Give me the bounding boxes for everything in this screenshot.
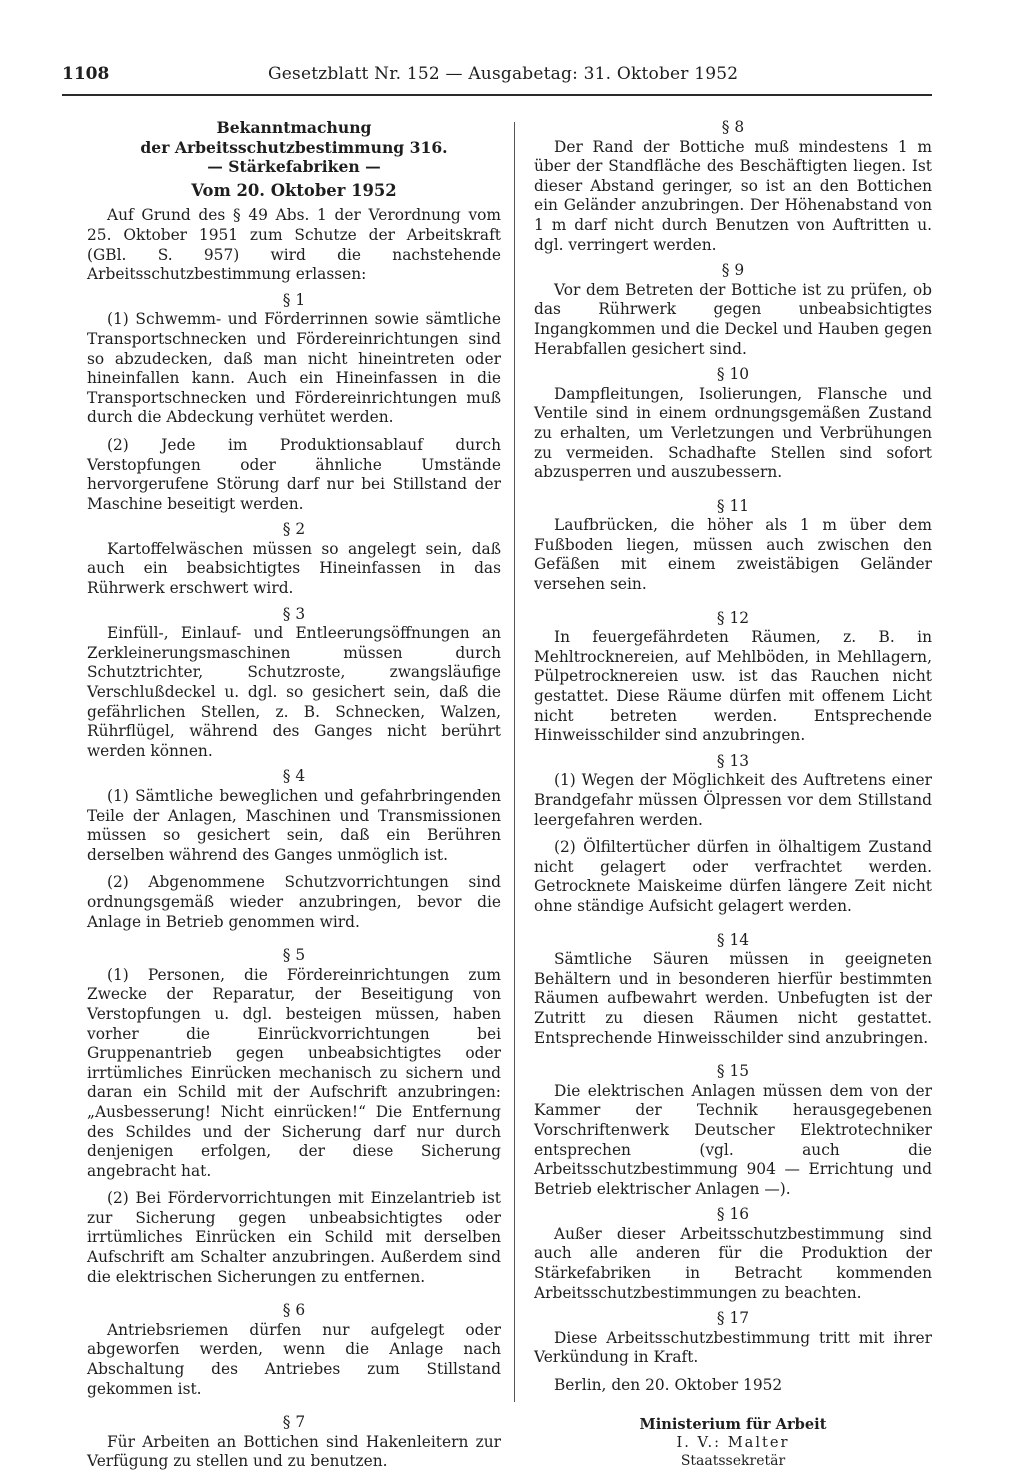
running-head: Gesetzblatt Nr. 152 — Ausgabetag: 31. Oktober 1952	[268, 64, 739, 84]
document-title-line2: der Arbeitsschutzbestimmung 316.	[140, 137, 448, 157]
document-title-line1: Bekanntmachung	[216, 118, 372, 137]
section-5-paragraph-1: (1) Personen, die Fördereinrichtungen zum Zwecke der Reparatur, der Beseitigung von Verstopfungen u. dgl. besteigen müssen, haben vorher die Einrückvorrichtungen bei Gruppenantrieb gegen unbeabsichtigtes oder irrtümliches Einrücken mechanisch zu sichern und daran ein Schild mit der Aufschrift anzubringen: „Ausbesserung! Nicht einrücken!“ Die Entfernung des Schildes und der Sicherung darf nur durch denjenigen erfolgen, der diese Sicherung angebracht hat.	[87, 965, 501, 1180]
section-7-paragraph-1: Für Arbeiten an Bottichen sind Hakenleitern zur Verfügung zu stellen und zu benutzen.	[87, 1432, 501, 1471]
left-column	[87, 118, 501, 1472]
signature-role: Staatssekretär	[680, 1452, 786, 1469]
section-heading-15: § 15	[716, 1062, 750, 1081]
section-heading-6: § 6	[282, 1301, 306, 1320]
section-heading-17: § 17	[716, 1309, 750, 1328]
section-11-paragraph-1: Laufbrücken, die höher als 1 m über dem Fußboden liegen, müssen auch zwischen den Gefäßen mit einem zweistäbigen Geländer versehen sein.	[534, 516, 932, 594]
preamble: Auf Grund des § 49 Abs. 1 der Verordnung vom 25. Oktober 1951 zum Schutze der Arbeitskraft (GBl. S. 957) wird die nachstehende Arbeitsschutzbestimmung erlassen:	[87, 206, 501, 284]
section-10-paragraph-1: Dampfleitungen, Isolierungen, Flansche und Ventile sind in einem ordnungsgemäßen Zustand zu erhalten, um Verletzungen und Verbrühungen zu vermeiden. Schadhafte Stellen sind sofort abzusperren und auszubessern.	[534, 384, 932, 482]
section-heading-10: § 10	[716, 365, 750, 384]
section-9-paragraph-1: Vor dem Betreten der Bottiche ist zu prüfen, ob das Rührwerk gegen unbeabsichtigtes Ingangkommen und die Deckel und Hauben gegen Herabfallen gesichert sind.	[534, 280, 932, 358]
section-heading-16: § 16	[716, 1205, 750, 1224]
section-heading-14: § 14	[716, 930, 750, 949]
section-heading-1: § 1	[282, 290, 306, 309]
section-heading-5: § 5	[282, 946, 306, 965]
place-date: Berlin, den 20. Oktober 1952	[554, 1376, 783, 1395]
section-heading-2: § 2	[282, 520, 306, 539]
header-rule	[62, 94, 932, 96]
section-heading-12: § 12	[716, 608, 750, 627]
section-heading-3: § 3	[282, 604, 306, 623]
section-heading-13: § 13	[716, 751, 750, 770]
section-5-paragraph-2: (2) Bei Fördervorrichtungen mit Einzelantrieb ist zur Sicherung gegen unbeabsichtigtes oder irrtümliches Einrücken ein Schild mit derselben Aufschrift am Schalter anzubringen. Außerdem sind die elektrischen Sicherungen zu entfernen.	[87, 1189, 501, 1286]
page-number: 1108	[62, 64, 110, 84]
section-6-paragraph-1: Antriebsriemen dürfen nur aufgelegt oder abgeworfen werden, wenn die Anlage nach Abschaltung des Antriebes zum Stillstand gekommen ist.	[87, 1320, 501, 1398]
section-3-paragraph-1: Einfüll-, Einlauf- und Entleerungsöffnungen an Zerkleinerungsmaschinen müssen durch Schutztrichter, Schutzroste, zwangsläufige Verschlußdeckel u. dgl. so gesichert sein, daß die gefährlichen Stellen, z. B. Schnecken, Walzen, Rührflügel, während des Ganges nicht berührt werden können.	[87, 624, 501, 760]
section-17-paragraph-1: Diese Arbeitsschutzbestimmung tritt mit ihrer Verkündung in Kraft.	[534, 1328, 932, 1367]
section-heading-8: § 8	[721, 118, 745, 136]
section-heading-4: § 4	[282, 767, 306, 786]
signature-ministry: Ministerium für Arbeit	[639, 1415, 827, 1433]
column-divider	[514, 122, 515, 1402]
section-1-paragraph-2: (2) Jede im Produktionsablauf durch Verstopfungen oder ähnliche Umstände hervorgerufene Störung darf nur bei Stillstand der Maschine beseitigt werden.	[87, 435, 501, 513]
section-4-paragraph-1: (1) Sämtliche beweglichen und gefahrbringenden Teile der Anlagen, Maschinen und Transmissionen müssen so gesichert sein, daß ein Berühren derselben während des Ganges unmöglich ist.	[87, 787, 501, 864]
section-2-paragraph-1: Kartoffelwäschen müssen so angelegt sein, daß auch ein beabsichtigtes Hineinfassen in das Rührwerk erschwert wird.	[87, 539, 501, 598]
right-column	[534, 118, 932, 1470]
section-heading-9: § 9	[721, 261, 745, 280]
section-16-paragraph-1: Außer dieser Arbeitsschutzbestimmung sind auch alle anderen für die Produktion der Stärkefabriken in Betracht kommenden Arbeitsschutzbestimmungen zu beachten.	[534, 1224, 932, 1302]
section-12-paragraph-1: In feuergefährdeten Räumen, z. B. in Mehltrocknereien, auf Mehlböden, in Mehllagern, Pülpetrocknereien usw. ist das Rauchen nicht gestattet. Diese Räume dürfen mit offenem Licht nicht betreten werden. Entsprechende Hinweisschilder sind anzubringen.	[534, 628, 932, 745]
signature-name: I. V.: Malter	[676, 1433, 790, 1451]
section-13-paragraph-1: (1) Wegen der Möglichkeit des Auftretens einer Brandgefahr müssen Ölpressen vor dem Stillstand leergefahren werden.	[534, 771, 932, 829]
section-heading-7: § 7	[282, 1413, 306, 1432]
section-13-paragraph-2: (2) Ölfiltertücher dürfen in ölhaltigem Zustand nicht gelagert oder verfrachtet werden. Getrocknete Maiskeime dürfen längere Zeit nicht ohne ständige Aufsicht gelagert werden.	[534, 838, 932, 915]
document-date: Vom 20. Oktober 1952	[191, 180, 397, 200]
section-8-paragraph-1: Der Rand der Bottiche muß mindestens 1 m über der Standfläche des Beschäftigten liegen. Ist dieser Abstand geringer, so ist an den Bottichen ein Geländer anzubringen. Der Höhenabstand von 1 m darf nicht durch Benutzen von Auftritten u. dgl. verringert werden.	[534, 137, 932, 254]
section-14-paragraph-1: Sämtliche Säuren müssen in geeigneten Behältern und in besonderen hierfür bestimmten Räumen aufbewahrt werden. Unbefugten ist der Zutritt zu diesen Räumen nicht gestattet. Entsprechende Hinweisschilder sind anzubringen.	[534, 950, 932, 1047]
signature-block	[534, 1416, 932, 1470]
section-1-paragraph-1: (1) Schwemm- und Förderrinnen sowie sämtliche Transportschnecken und Fördereinrichtungen sind so abzudecken, daß man nicht hineintreten oder hineinfallen kann. Auch ein Hineinfassen in die Transportschnecken und Fördereinrichtungen muß durch die Abdeckung verhütet werden.	[87, 310, 501, 427]
document-subtitle: — Stärkefabriken —	[207, 157, 381, 177]
section-15-paragraph-1: Die elektrischen Anlagen müssen dem von der Kammer der Technik herausgegebenen Vorschriftenwerk Deutscher Elektrotechniker entsprechen (vgl. auch die Arbeitsschutzbestimmung 904 — Errichtung und Betrieb elektrischer Anlagen —).	[534, 1081, 932, 1198]
section-heading-11: § 11	[716, 496, 750, 515]
section-4-paragraph-2: (2) Abgenommene Schutzvorrichtungen sind ordnungsgemäß wieder anzubringen, bevor die Anlage in Betrieb genommen wird.	[87, 873, 501, 931]
